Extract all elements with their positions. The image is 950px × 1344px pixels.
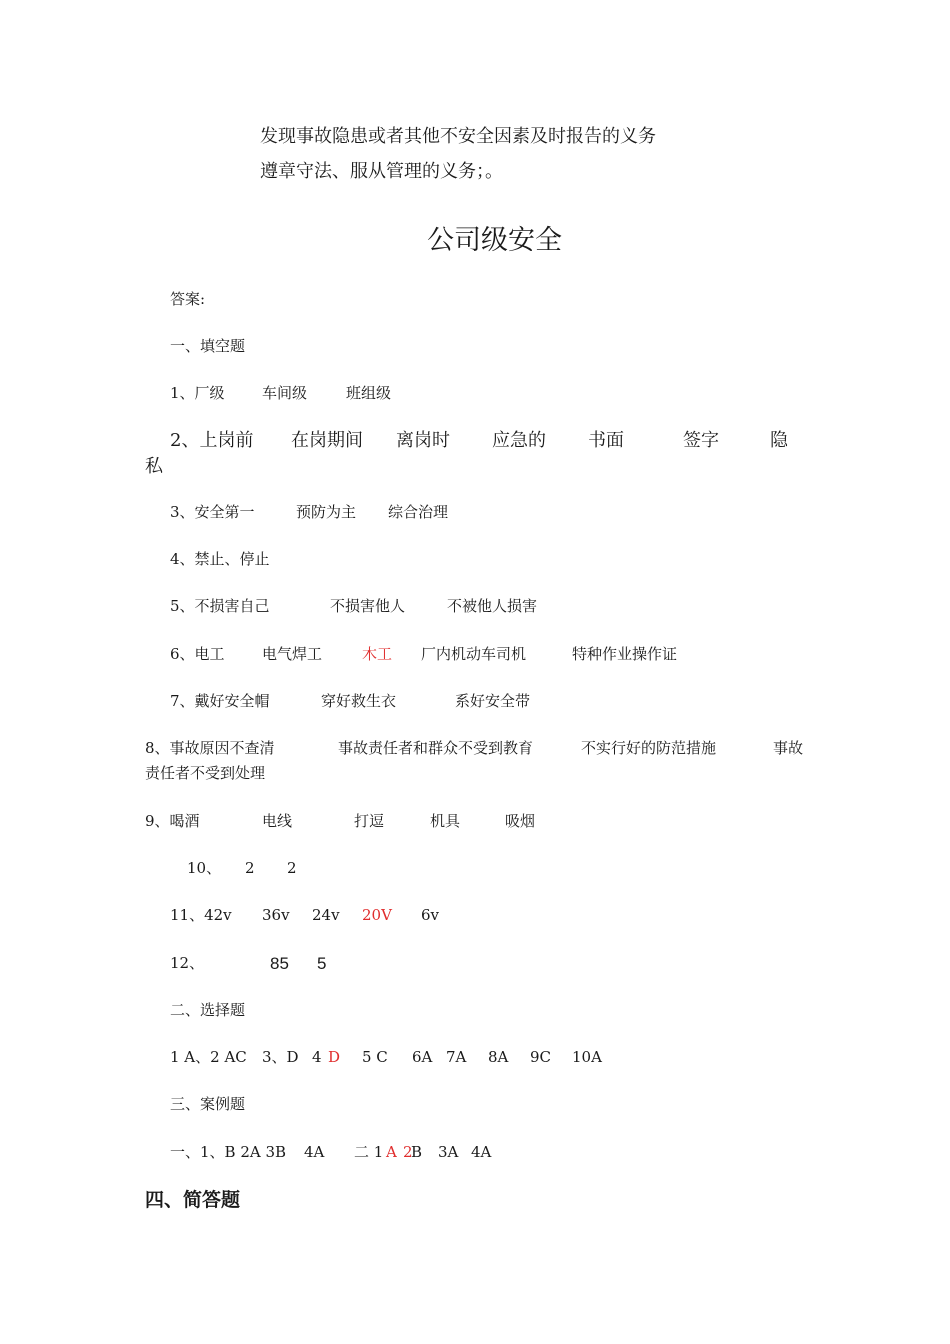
answer-text: 系好安全带	[455, 692, 531, 710]
answer-text: 3A	[438, 1143, 459, 1161]
answer-text: 85	[270, 954, 289, 973]
answer-text: 厂内机动车司机	[421, 645, 527, 663]
answer-text: 4A	[471, 1143, 492, 1161]
answer-text: 9C	[530, 1048, 552, 1066]
answer-text: 私	[145, 456, 163, 477]
answer-text-highlight: D	[328, 1048, 341, 1066]
answer-text: 责任者不受到处理	[145, 764, 266, 782]
answer-text: 12、	[170, 954, 205, 972]
answer-text: 事故	[773, 739, 804, 757]
answer-text: 8A	[488, 1048, 509, 1066]
answer-text: 10、	[187, 859, 222, 877]
answer-text: 2	[245, 859, 255, 877]
answer-text: 10A	[572, 1048, 602, 1066]
intro-line-1: 发现事故隐患或者其他不安全因素及时报告的义务	[260, 126, 656, 147]
answer-text: 事故责任者和群众不受到教育	[338, 739, 534, 757]
answer-text: 3、安全第一	[170, 503, 255, 521]
answer-text-highlight: 2	[403, 1143, 413, 1161]
answer-text: 车间级	[262, 384, 308, 402]
answer-text: 不实行好的防范措施	[581, 739, 717, 757]
section-heading-fill-in: 一、填空题	[170, 337, 246, 355]
answer-text: 7A	[446, 1048, 467, 1066]
answer-text: 一、1、B 2A 3B	[170, 1143, 287, 1161]
answer-text: 8、事故原因不查清	[145, 739, 275, 757]
answer-text: 1、厂级	[170, 384, 225, 402]
answer-text: 5、不损害自己	[170, 597, 270, 615]
answer-text: 2	[287, 859, 297, 877]
answer-text: 电气焊工	[262, 645, 323, 663]
answer-text: 11、42v	[170, 906, 232, 924]
answer-text: 7、戴好安全帽	[170, 692, 270, 710]
answer-text: 应急的	[492, 430, 546, 451]
answer-text: 3、D	[262, 1048, 299, 1066]
answer-text: 5 C	[362, 1048, 388, 1066]
answer-text: 6、电工	[170, 645, 225, 663]
answer-text: 1 A、2 AC	[170, 1048, 247, 1066]
answer-text: 离岗时	[396, 430, 450, 451]
answer-text: 9、喝酒	[145, 812, 200, 830]
answer-text: 二 1	[354, 1143, 384, 1161]
answer-text: 4	[312, 1048, 322, 1066]
answer-text: 不被他人损害	[447, 597, 538, 615]
answer-text: 预防为主	[296, 503, 357, 521]
answer-text: 在岗期间	[291, 430, 363, 451]
answer-text: 书面	[588, 430, 624, 451]
answer-text: 机具	[430, 812, 461, 830]
answer-text: 4A	[304, 1143, 325, 1161]
answer-label: 答案:	[170, 290, 206, 308]
section-heading-choice: 二、选择题	[170, 1001, 246, 1019]
answer-text-highlight: A	[386, 1143, 397, 1161]
answer-text: 吸烟	[505, 812, 536, 830]
answer-text: 5	[317, 954, 327, 973]
answer-text: 电线	[262, 812, 293, 830]
answer-text: 24v	[312, 906, 340, 924]
answer-text: 综合治理	[388, 503, 449, 521]
answer-text: B	[411, 1143, 423, 1161]
section-heading-short-answer: 四、简答题	[145, 1189, 241, 1211]
answer-text: 不损害他人	[330, 597, 406, 615]
answer-text: 2、上岗前	[170, 430, 254, 451]
answer-text-highlight: 20V	[362, 906, 392, 924]
answer-text: 36v	[262, 906, 290, 924]
section-heading-case: 三、案例题	[170, 1095, 246, 1113]
answer-text: 特种作业操作证	[572, 645, 678, 663]
answer-text: 隐	[770, 430, 788, 451]
answer-text: 打逗	[354, 812, 385, 830]
answer-text: 穿好救生衣	[321, 692, 397, 710]
answer-text-highlight: 木工	[362, 645, 393, 663]
intro-line-2: 遵章守法、服从管理的义务；。	[260, 161, 503, 182]
answer-line-4: 4、禁止、停止	[170, 550, 270, 568]
answer-text: 班组级	[346, 384, 392, 402]
answer-text: 签字	[683, 430, 719, 451]
answer-text: 6A	[412, 1048, 433, 1066]
answer-text: 6v	[421, 906, 440, 924]
page-title: 公司级安全	[427, 225, 562, 256]
